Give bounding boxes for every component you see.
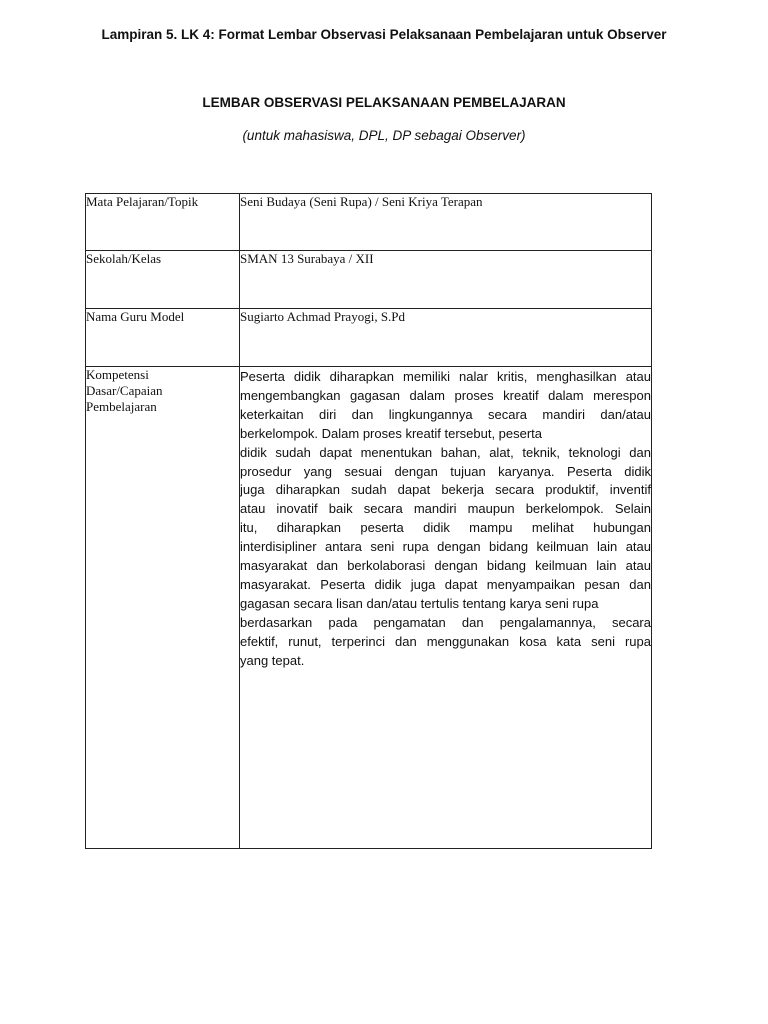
competency-line: prosedur yang sesuai dengan tujuan karyanya. Peserta didik	[240, 463, 651, 479]
competency-line: didik sudah dapat menentukan bahan, alat, teknik, teknologi dan	[240, 444, 651, 460]
school-label: Sekolah/Kelas	[86, 251, 240, 309]
subject-label: Mata Pelajaran/Topik	[86, 194, 240, 251]
competency-label	[86, 367, 240, 849]
table-row-school	[86, 251, 652, 309]
competency-line: yang tepat.	[240, 652, 305, 668]
table-row-teacher	[86, 309, 652, 367]
competency-value	[240, 367, 652, 849]
competency-line: berdasarkan pada pengamatan dan pengalamannya, secara	[240, 614, 651, 630]
sheet-subtitle: (untuk mahasiswa, DPL, DP sebagai Observer)	[242, 128, 526, 143]
table-row-subject	[86, 194, 652, 251]
competency-line: masyarakat. Peserta didik juga dapat menyampaikan pesan dan	[240, 576, 651, 592]
teacher-label: Nama Guru Model	[86, 309, 240, 367]
school-value: SMAN 13 Surabaya / XII	[240, 251, 652, 309]
competency-line: atau inovatif baik secara mandiri maupun berkelompok. Selain	[240, 501, 651, 517]
observation-table	[85, 193, 652, 849]
subject-value: Seni Budaya (Seni Rupa) / Seni Kriya Terapan	[240, 194, 652, 251]
competency-text	[240, 367, 651, 671]
competency-line: mengembangkan gagasan dalam proses kreatif dalam merespon	[240, 387, 651, 403]
competency-label-line: Pembelajaran	[86, 399, 157, 414]
competency-line: efektif, runut, terperinci dan menggunakan kosa kata seni rupa	[240, 633, 651, 649]
competency-line: interdisipliner antara seni rupa dengan bidang keilmuan lain atau	[240, 539, 651, 555]
competency-label-line: Dasar/Capaian	[86, 383, 163, 398]
competency-line: keterkaitan diri dan lingkungannya secara mandiri dan/atau	[240, 406, 651, 422]
teacher-value: Sugiarto Achmad Prayogi, S.Pd	[240, 309, 652, 367]
appendix-title: Lampiran 5. LK 4: Format Lembar Observasi Pelaksanaan Pembelajaran untuk Observer	[101, 27, 667, 42]
competency-line: itu, diharapkan peserta didik mampu melihat hubungan	[240, 520, 651, 536]
competency-line: gagasan secara lisan dan/atau tertulis tentang karya seni rupa	[240, 595, 599, 611]
sheet-title: LEMBAR OBSERVASI PELAKSANAAN PEMBELAJARAN	[202, 95, 566, 110]
competency-label-line: Kompetensi	[86, 367, 149, 382]
competency-line: juga diharapkan sudah dapat bekerja secara produktif, inventif	[240, 482, 651, 498]
competency-line: masyarakat dan berkolaborasi dengan bidang keilmuan lain atau	[240, 558, 651, 574]
table-row-competency	[86, 367, 652, 849]
competency-line: berkelompok. Dalam proses kreatif tersebut, peserta	[240, 425, 543, 441]
competency-line: Peserta didik diharapkan memiliki nalar kritis, menghasilkan atau	[240, 369, 651, 384]
